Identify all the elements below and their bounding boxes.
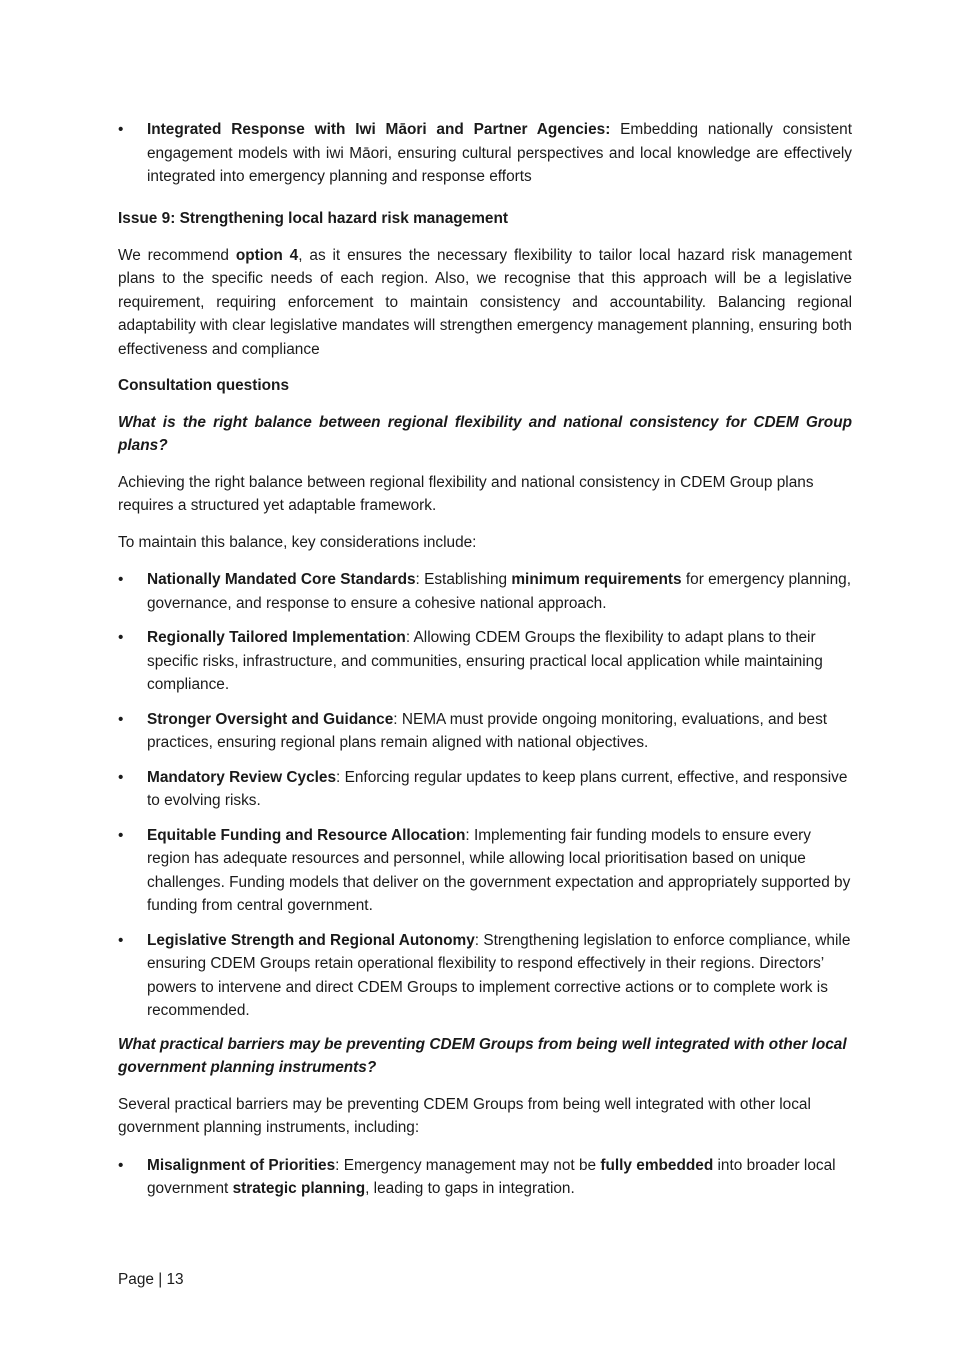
bullet-icon: • xyxy=(118,571,124,588)
list-item xyxy=(118,118,852,189)
list-item xyxy=(118,766,852,813)
bullet-text: for emergency planning, governance, and response to ensure a cohesive national approach. xyxy=(147,571,851,612)
bullet-icon: • xyxy=(118,710,124,728)
bullet-text: : Allowing CDEM Groups the flexibility to adapt plans to their specific risks, infrastructure, and communities, ensuring practical local application while maintaining compliance. xyxy=(147,629,823,693)
list-item xyxy=(118,1154,852,1201)
bullet-bold: minimum requirements xyxy=(511,571,682,588)
list-item xyxy=(118,824,852,918)
bullet-term: Equitable Funding and Resource Allocation xyxy=(147,826,466,844)
considerations-list xyxy=(118,568,852,1023)
bullet-text: : Establishing xyxy=(415,571,512,588)
barriers-list xyxy=(118,1154,852,1201)
bullet-text: into broader local government xyxy=(147,1156,836,1197)
list-item xyxy=(118,929,852,1023)
bullet-text: : Enforcing regular updates to keep plans current, effective, and responsive to evolving risks. xyxy=(147,768,848,809)
bullet-term: Legislative Strength and Regional Autonomy xyxy=(147,931,475,949)
section-heading: Consultation questions xyxy=(118,377,290,394)
issue-paragraph xyxy=(118,244,852,362)
bullet-bold: fully embedded xyxy=(600,1156,714,1174)
bullet-icon: • xyxy=(118,121,124,138)
page-footer: Page | 13 xyxy=(118,1271,184,1288)
list-item xyxy=(118,708,852,755)
bullet-icon: • xyxy=(118,826,124,844)
bullet-text: : Strengthening legislation to enforce compliance, while ensuring CDEM Groups retain operational flexibility to respond effectively in their regions. Directors’ powers to intervene and direct CDEM Groups to implement corrective actions or to complete work is recommended. xyxy=(147,931,851,1019)
bullet-term: Stronger Oversight and Guidance xyxy=(147,710,394,728)
bullet-term: Regionally Tailored Implementation xyxy=(147,629,406,646)
document-page xyxy=(118,118,852,1201)
question-heading: What practical barriers may be preventing CDEM Groups from being well integrated with other local government planning instruments? xyxy=(118,1035,847,1076)
issue-heading: Issue 9: Strengthening local hazard risk management xyxy=(118,210,509,227)
answer-paragraph: Achieving the right balance between regional flexibility and national consistency in CDEM Group plans requires a structured yet adaptable framework. xyxy=(118,473,814,514)
bullet-icon: • xyxy=(118,629,124,646)
list-item xyxy=(118,568,852,615)
paragraph-text: We recommend xyxy=(118,246,236,264)
answer-paragraph: Several practical barriers may be preventing CDEM Groups from being well integrated with other local government planning instruments, including: xyxy=(118,1095,811,1136)
bullet-term: Mandatory Review Cycles xyxy=(147,768,337,786)
bullet-text: , leading to gaps in integration. xyxy=(365,1180,575,1197)
bullet-text: : Emergency management may not be xyxy=(335,1156,601,1174)
question-heading: What is the right balance between regional flexibility and national consistency for CDEM Group plans? xyxy=(118,413,852,454)
list-item xyxy=(118,626,852,697)
lead-paragraph: To maintain this balance, key considerations include: xyxy=(118,533,477,551)
bullet-icon: • xyxy=(118,768,124,786)
intro-bullet-list xyxy=(118,118,852,189)
bullet-term: Nationally Mandated Core Standards xyxy=(147,571,416,588)
bullet-bold: strategic planning xyxy=(232,1180,366,1197)
bullet-text: Embedding nationally consistent engagement models with iwi Māori, ensuring cultural perspectives and local knowledge are effectively integrated into emergency planning and response efforts xyxy=(147,121,852,185)
paragraph-bold: option 4 xyxy=(235,246,299,264)
bullet-term: Misalignment of Priorities xyxy=(147,1156,336,1174)
bullet-text: : NEMA must provide ongoing monitoring, evaluations, and best practices, ensuring regional plans remain aligned with national objectives. xyxy=(147,710,828,751)
bullet-icon: • xyxy=(118,931,124,949)
bullet-text: : Implementing fair funding models to ensure every region has adequate resources and personnel, while allowing local prioritisation based on unique challenges. Funding models that deliver on the government expectation and appropriately supported by funding from central government. xyxy=(147,826,851,914)
bullet-icon: • xyxy=(118,1156,124,1174)
bullet-term: Integrated Response with Iwi Māori and Partner Agencies: xyxy=(147,121,611,138)
paragraph-text: , as it ensures the necessary flexibility to tailor local hazard risk management plans to the specific needs of each region. Also, we recognise that this approach will be a legislative requirement, requiring enforcement to maintain consistency and accountability. Balancing regional adaptability with clear legislative mandates will strengthen emergency management planning, ensuring both effectiveness and compliance xyxy=(118,246,853,358)
